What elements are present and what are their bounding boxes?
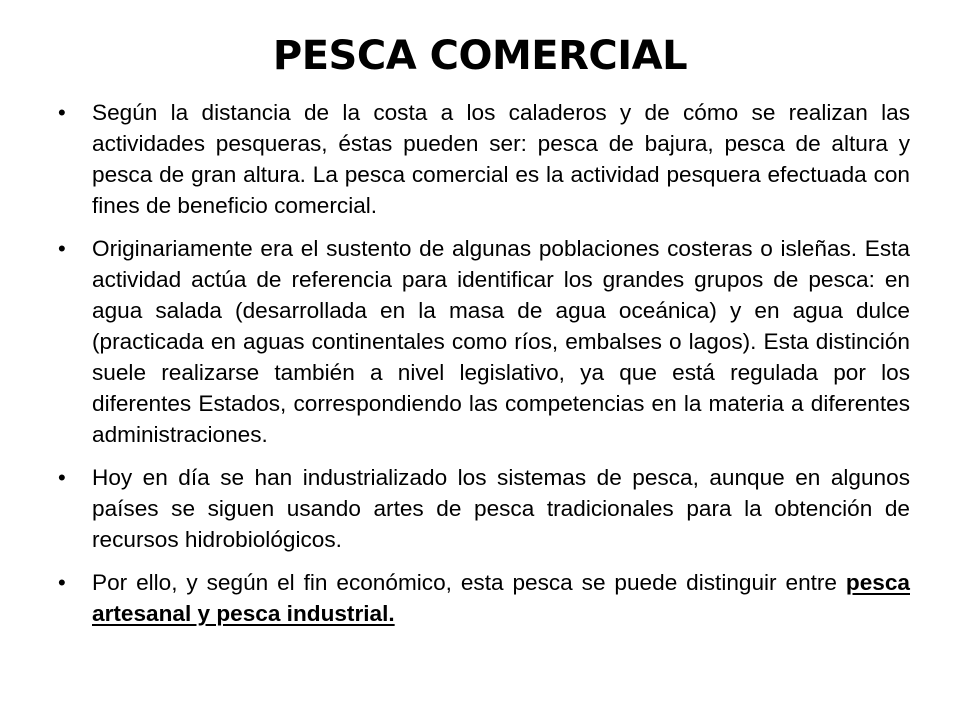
- bullet-icon: •: [58, 236, 66, 261]
- bullet-icon: •: [58, 100, 66, 125]
- emphasized-text: pesca artesanal y pesca industrial.: [92, 570, 910, 626]
- slide-title: PESCA COMERCIAL: [272, 33, 688, 79]
- bullet-icon: •: [58, 465, 66, 490]
- bullet-text-4: Por ello, y según el fin económico, esta pesca se puede distinguir entre: [92, 570, 846, 595]
- bullet-item-3: [58, 462, 910, 555]
- bullet-icon: •: [58, 570, 66, 595]
- bullet-text-1: Según la distancia de la costa a los caladeros y de cómo se realizan las actividades pesqueras, éstas pueden ser: pesca de bajura, pesca de altura y pesca de gran altura. La pesca comercial es la actividad pesquera efectuada con fines de beneficio comercial.: [92, 100, 910, 218]
- bullet-text-2: Originariamente era el sustento de algunas poblaciones costeras o isleñas. Esta actividad actúa de referencia para identificar los grandes grupos de pesca: en agua salada (desarrollada en la masa de agua oceánica) y en agua dulce (practicada en aguas continentales como ríos, embalses o lagos). Esta distinción suele realizarse también a nivel legislativo, ya que está regulada por los diferentes Estados, correspondiendo las competencias en la materia a diferentes administraciones.: [92, 236, 910, 447]
- bullet-item-1: [58, 97, 910, 221]
- bullet-text-3: Hoy en día se han industrializado los sistemas de pesca, aunque en algunos países se siguen usando artes de pesca tradicionales para la obtención de recursos hidrobiológicos.: [92, 465, 910, 552]
- bullet-item-4: [58, 567, 910, 629]
- bullet-item-2: [58, 233, 910, 450]
- bullet-list: [58, 97, 910, 641]
